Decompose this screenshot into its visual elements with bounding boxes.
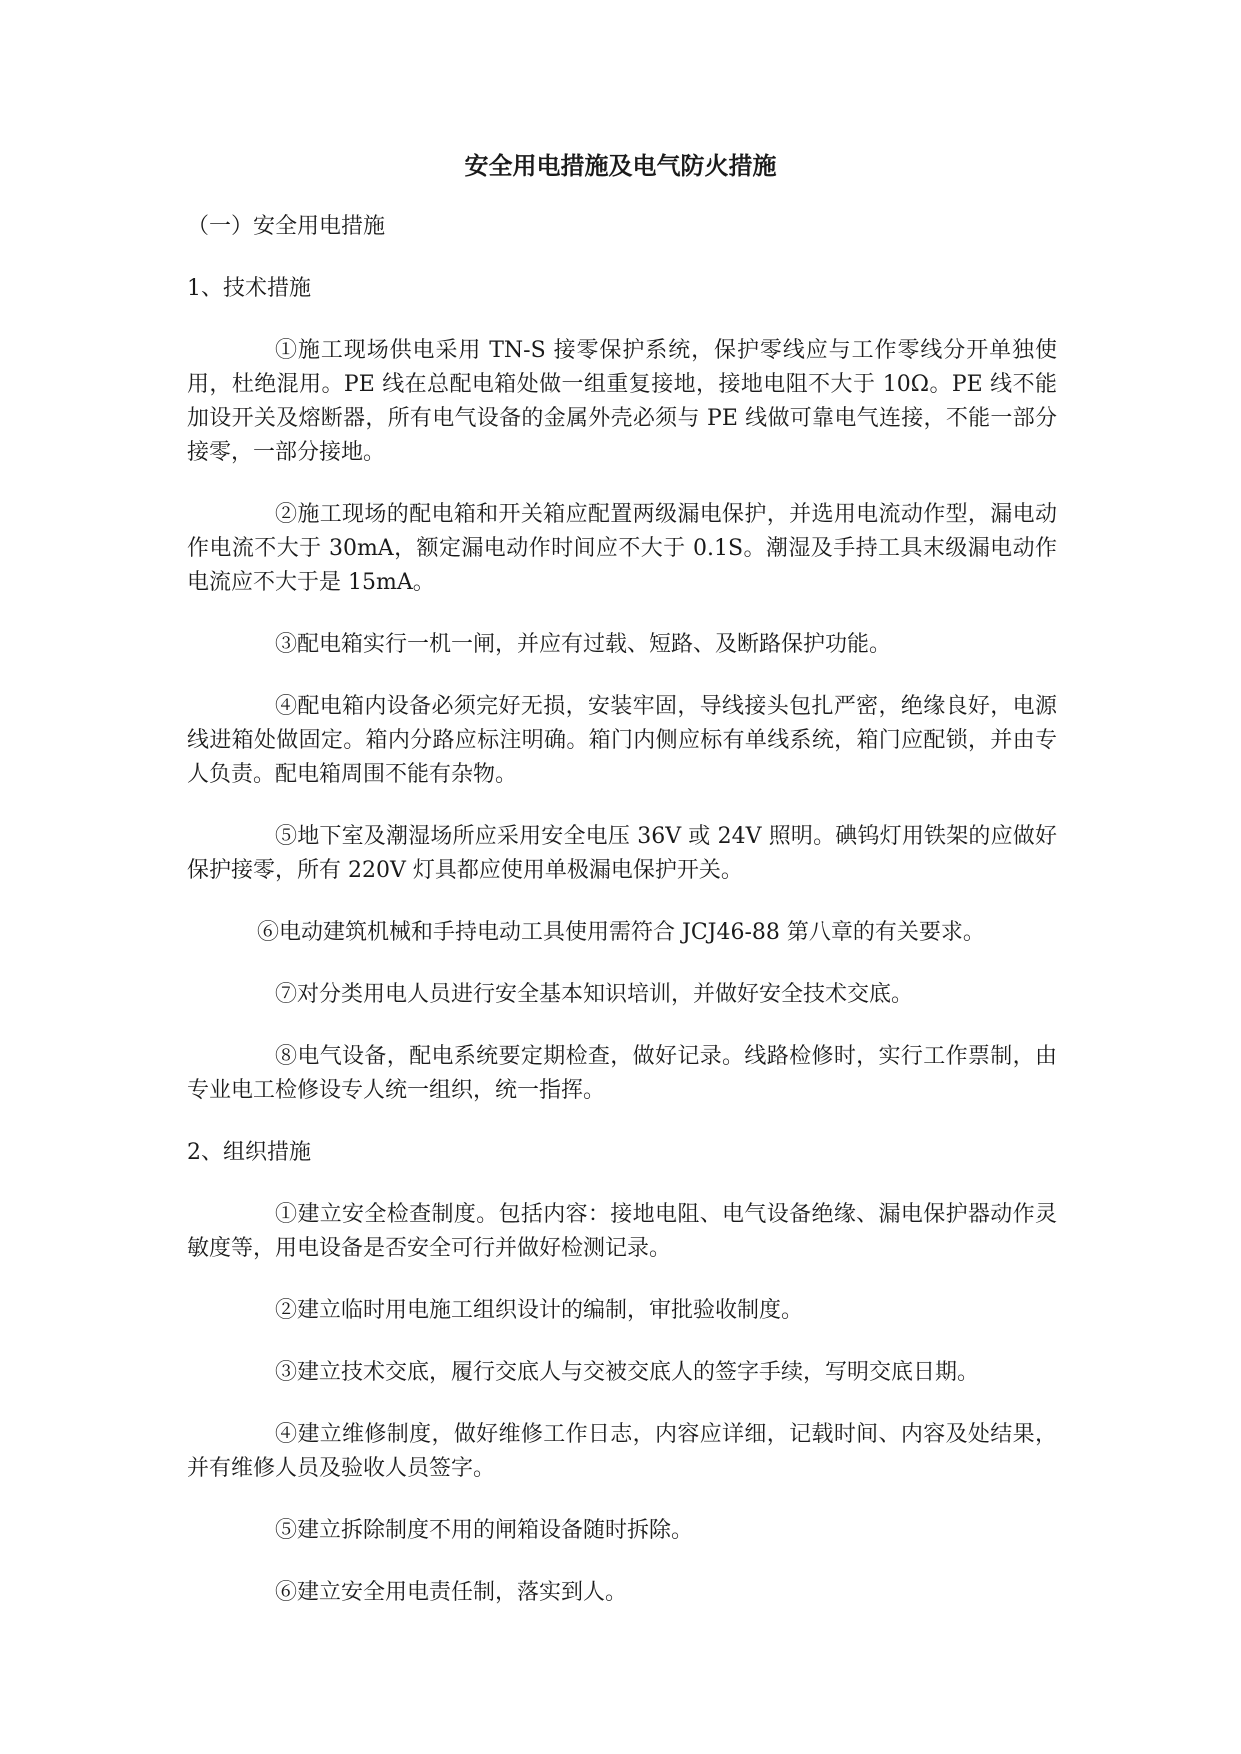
tech-item-3: ③配电箱实行一机一闸，并应有过载、短路、及断路保护功能。 — [275, 632, 892, 657]
org-item-2: ②建立临时用电施工组织设计的编制，审批验收制度。 — [275, 1298, 804, 1323]
tech-item-7: ⑦对分类用电人员进行安全基本知识培训，并做好安全技术交底。 — [275, 982, 914, 1007]
tech-item-8: ⑧电气设备，配电系统要定期检查，做好记录。线路检修时，实行工作票制，由专业电工检修设专人统一组织，统一指挥。 — [187, 1044, 1057, 1103]
org-item-5: ⑤建立拆除制度不用的闸箱设备随时拆除。 — [275, 1518, 694, 1543]
tech-item-4: ④配电箱内设备必须完好无损，安装牢固，导线接头包扎严密，绝缘良好，电源线进箱处做固定。箱内分路应标注明确。箱门内侧应标有单线系统，箱门应配锁，并由专人负责。配电箱周围不能有杂物。 — [187, 694, 1057, 787]
org-item-3: ③建立技术交底，履行交底人与交被交底人的签字手续，写明交底日期。 — [275, 1360, 980, 1385]
org-item-4: ④建立维修制度，做好维修工作日志，内容应详细，记载时间、内容及处结果，并有维修人员及验收人员签字。 — [187, 1422, 1057, 1481]
tech-item-1: ①施工现场供电采用 TN-S 接零保护系统，保护零线应与工作零线分开单独使用，杜绝混用。PE 线在总配电箱处做一组重复接地，接地电阻不大于 10Ω。PE 线不能加设开关及熔断器，所有电气设备的金属外壳必须与 PE 线做可靠电气连接，不能一部分接零，一部分接地。 — [187, 338, 1057, 465]
tech-item-5: ⑤地下室及潮湿场所应采用安全电压 36V 或 24V 照明。碘钨灯用铁架的应做好保护接零，所有 220V 灯具都应使用单极漏电保护开关。 — [187, 824, 1057, 883]
tech-item-6: ⑥电动建筑机械和手持电动工具使用需符合 JCJ46-88 第八章的有关要求。 — [257, 920, 985, 945]
org-item-6: ⑥建立安全用电责任制，落实到人。 — [275, 1580, 628, 1605]
tech-item-2: ②施工现场的配电箱和开关箱应配置两级漏电保护，并选用电流动作型，漏电动作电流不大于 30mA，额定漏电动作时间应不大于 0.1S。潮湿及手持工具末级漏电动作电流应不大于是 15mA。 — [187, 502, 1057, 595]
page-title: 安全用电措施及电气防火措施 — [464, 151, 777, 180]
subheading-organizational: 2、组织措施 — [187, 1140, 311, 1165]
section-heading-safety: （一）安全用电措施 — [187, 214, 386, 239]
org-item-1: ①建立安全检查制度。包括内容：接地电阻、电气设备绝缘、漏电保护器动作灵敏度等，用电设备是否安全可行并做好检测记录。 — [187, 1202, 1057, 1261]
subheading-technical: 1、技术措施 — [187, 276, 311, 301]
document-body — [187, 210, 1057, 1638]
